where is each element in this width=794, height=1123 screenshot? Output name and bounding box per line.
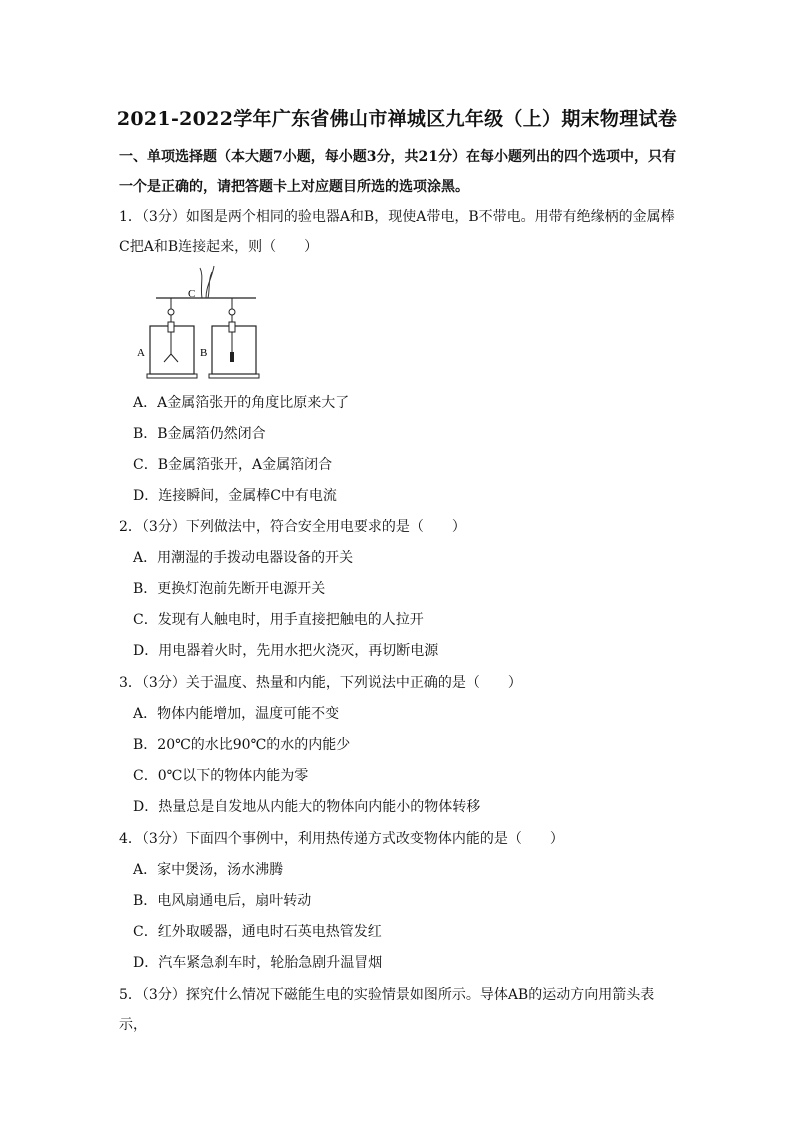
electroscope-a-box	[150, 326, 194, 374]
question-2-stem: 2．（3分）下列做法中，符合安全用电要求的是（ ）	[119, 519, 466, 535]
q4-option-a: A．家中煲汤，汤水沸腾	[133, 862, 284, 878]
q1-option-b: B．B金属箔仍然闭合	[133, 426, 266, 442]
question-1-stem: 1．（3分）如图是两个相同的验电器A和B，现使A带电，B不带电。用带有绝缘柄的金属棒C把A和B连接起来，则（ ）	[119, 209, 675, 255]
q2-option-d: D．用电器着火时，先用水把火浇灭，再切断电源	[133, 643, 439, 659]
q3-option-b: B．20℃的水比90℃的水的内能少	[133, 737, 351, 753]
q4-option-d: D．汽车紧急刹车时，轮胎急剧升温冒烟	[133, 955, 383, 971]
label-a: A	[137, 347, 145, 359]
leaf-a-right	[171, 354, 178, 362]
question-5-stem: 5．（3分）探究什么情况下磁能生电的实验情景如图所示。导体AB的运动方向用箭头表示，	[119, 987, 655, 1033]
q1-option-c: C．B金属箔张开，A金属箔闭合	[133, 457, 333, 473]
q3-option-c: C．0℃以下的物体内能为零	[133, 768, 309, 784]
label-b: B	[200, 347, 208, 359]
q4-option-c: C．红外取暖器，通电时石英电热管发红	[133, 924, 382, 940]
label-c: C	[188, 288, 196, 300]
q2-option-b: B．更换灯泡前先断开电源开关	[133, 581, 326, 597]
question-3-stem: 3．（3分）关于温度、热量和内能，下列说法中正确的是（ ）	[119, 675, 522, 691]
leaf-a-left	[164, 354, 171, 362]
section-heading: 一、单项选择题（本大题7小题，每小题3分，共21分）在每小题列出的四个选项中，只有一个是正确的，请把答题卡上对应题目所选的选项涂黑。	[119, 149, 676, 195]
q4-option-b: B．电风扇通电后，扇叶转动	[133, 893, 312, 909]
electroscope-b-box	[212, 326, 256, 374]
q3-option-d: D．热量总是自发地从内能大的物体向内能小的物体转移	[133, 799, 481, 815]
q3-option-a: A．物体内能增加，温度可能不变	[133, 706, 340, 722]
question-4-stem: 4．（3分）下面四个事例中，利用热传递方式改变物体内能的是（ ）	[119, 831, 564, 847]
q2-option-a: A．用潮湿的手拨动电器设备的开关	[133, 550, 354, 566]
insulating-handle	[200, 266, 214, 298]
electroscope-figure	[134, 264, 264, 384]
q2-option-c: C．发现有人触电时，用手直接把触电的人拉开	[133, 612, 424, 628]
leaf-b-closed	[230, 352, 234, 362]
q1-option-d: D．连接瞬间，金属棒C中有电流	[133, 488, 337, 504]
q1-option-a: A．A金属箔张开的角度比原来大了	[133, 395, 350, 411]
exam-title: 2021-2022学年广东省佛山市禅城区九年级（上）期末物理试卷	[116, 108, 678, 130]
